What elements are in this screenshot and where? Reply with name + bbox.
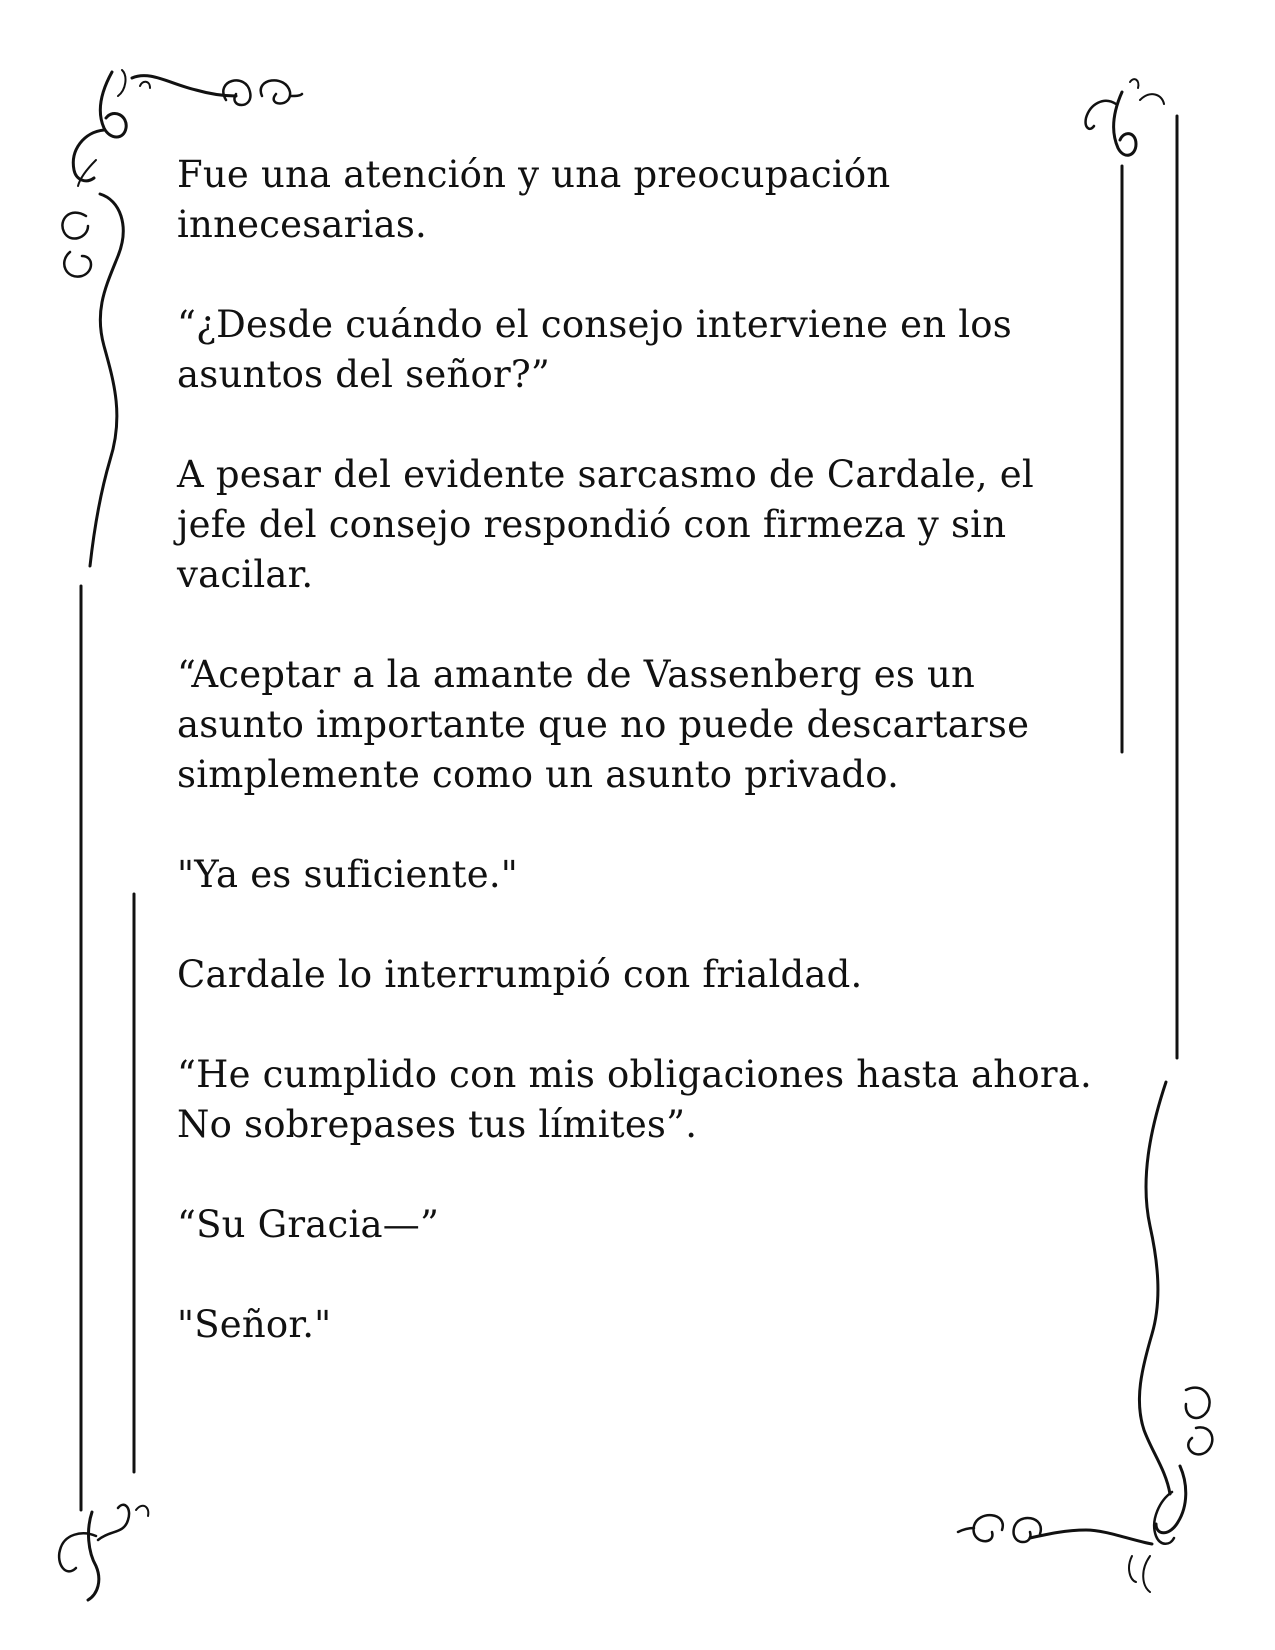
paragraph: "Ya es suficiente." <box>177 853 519 896</box>
bottom-left-flourish-icon <box>59 1505 148 1600</box>
paragraph: Cardale lo interrumpió con frialdad. <box>177 953 863 996</box>
paragraph: “¿Desde cuándo el consejo interviene en los asuntos del señor?” <box>177 303 1012 396</box>
paragraph: “Su Gracia—” <box>177 1203 440 1246</box>
top-right-flourish-icon <box>1086 79 1164 155</box>
paragraph: “Aceptar a la amante de Vassenberg es un asunto importante que no puede descartarse simplemente como un asunto privado. <box>177 653 1030 796</box>
story-text <box>177 150 1117 1400</box>
paragraph: “He cumplido con mis obligaciones hasta ahora. No sobrepases tus límites”. <box>177 1053 1092 1146</box>
paragraph: A pesar del evidente sarcasmo de Cardale, el jefe del consejo respondió con firmeza y sin vacilar. <box>177 453 1034 596</box>
paragraph: "Señor." <box>177 1303 332 1346</box>
paragraph: Fue una atención y una preocupación innecesarias. <box>177 153 891 246</box>
